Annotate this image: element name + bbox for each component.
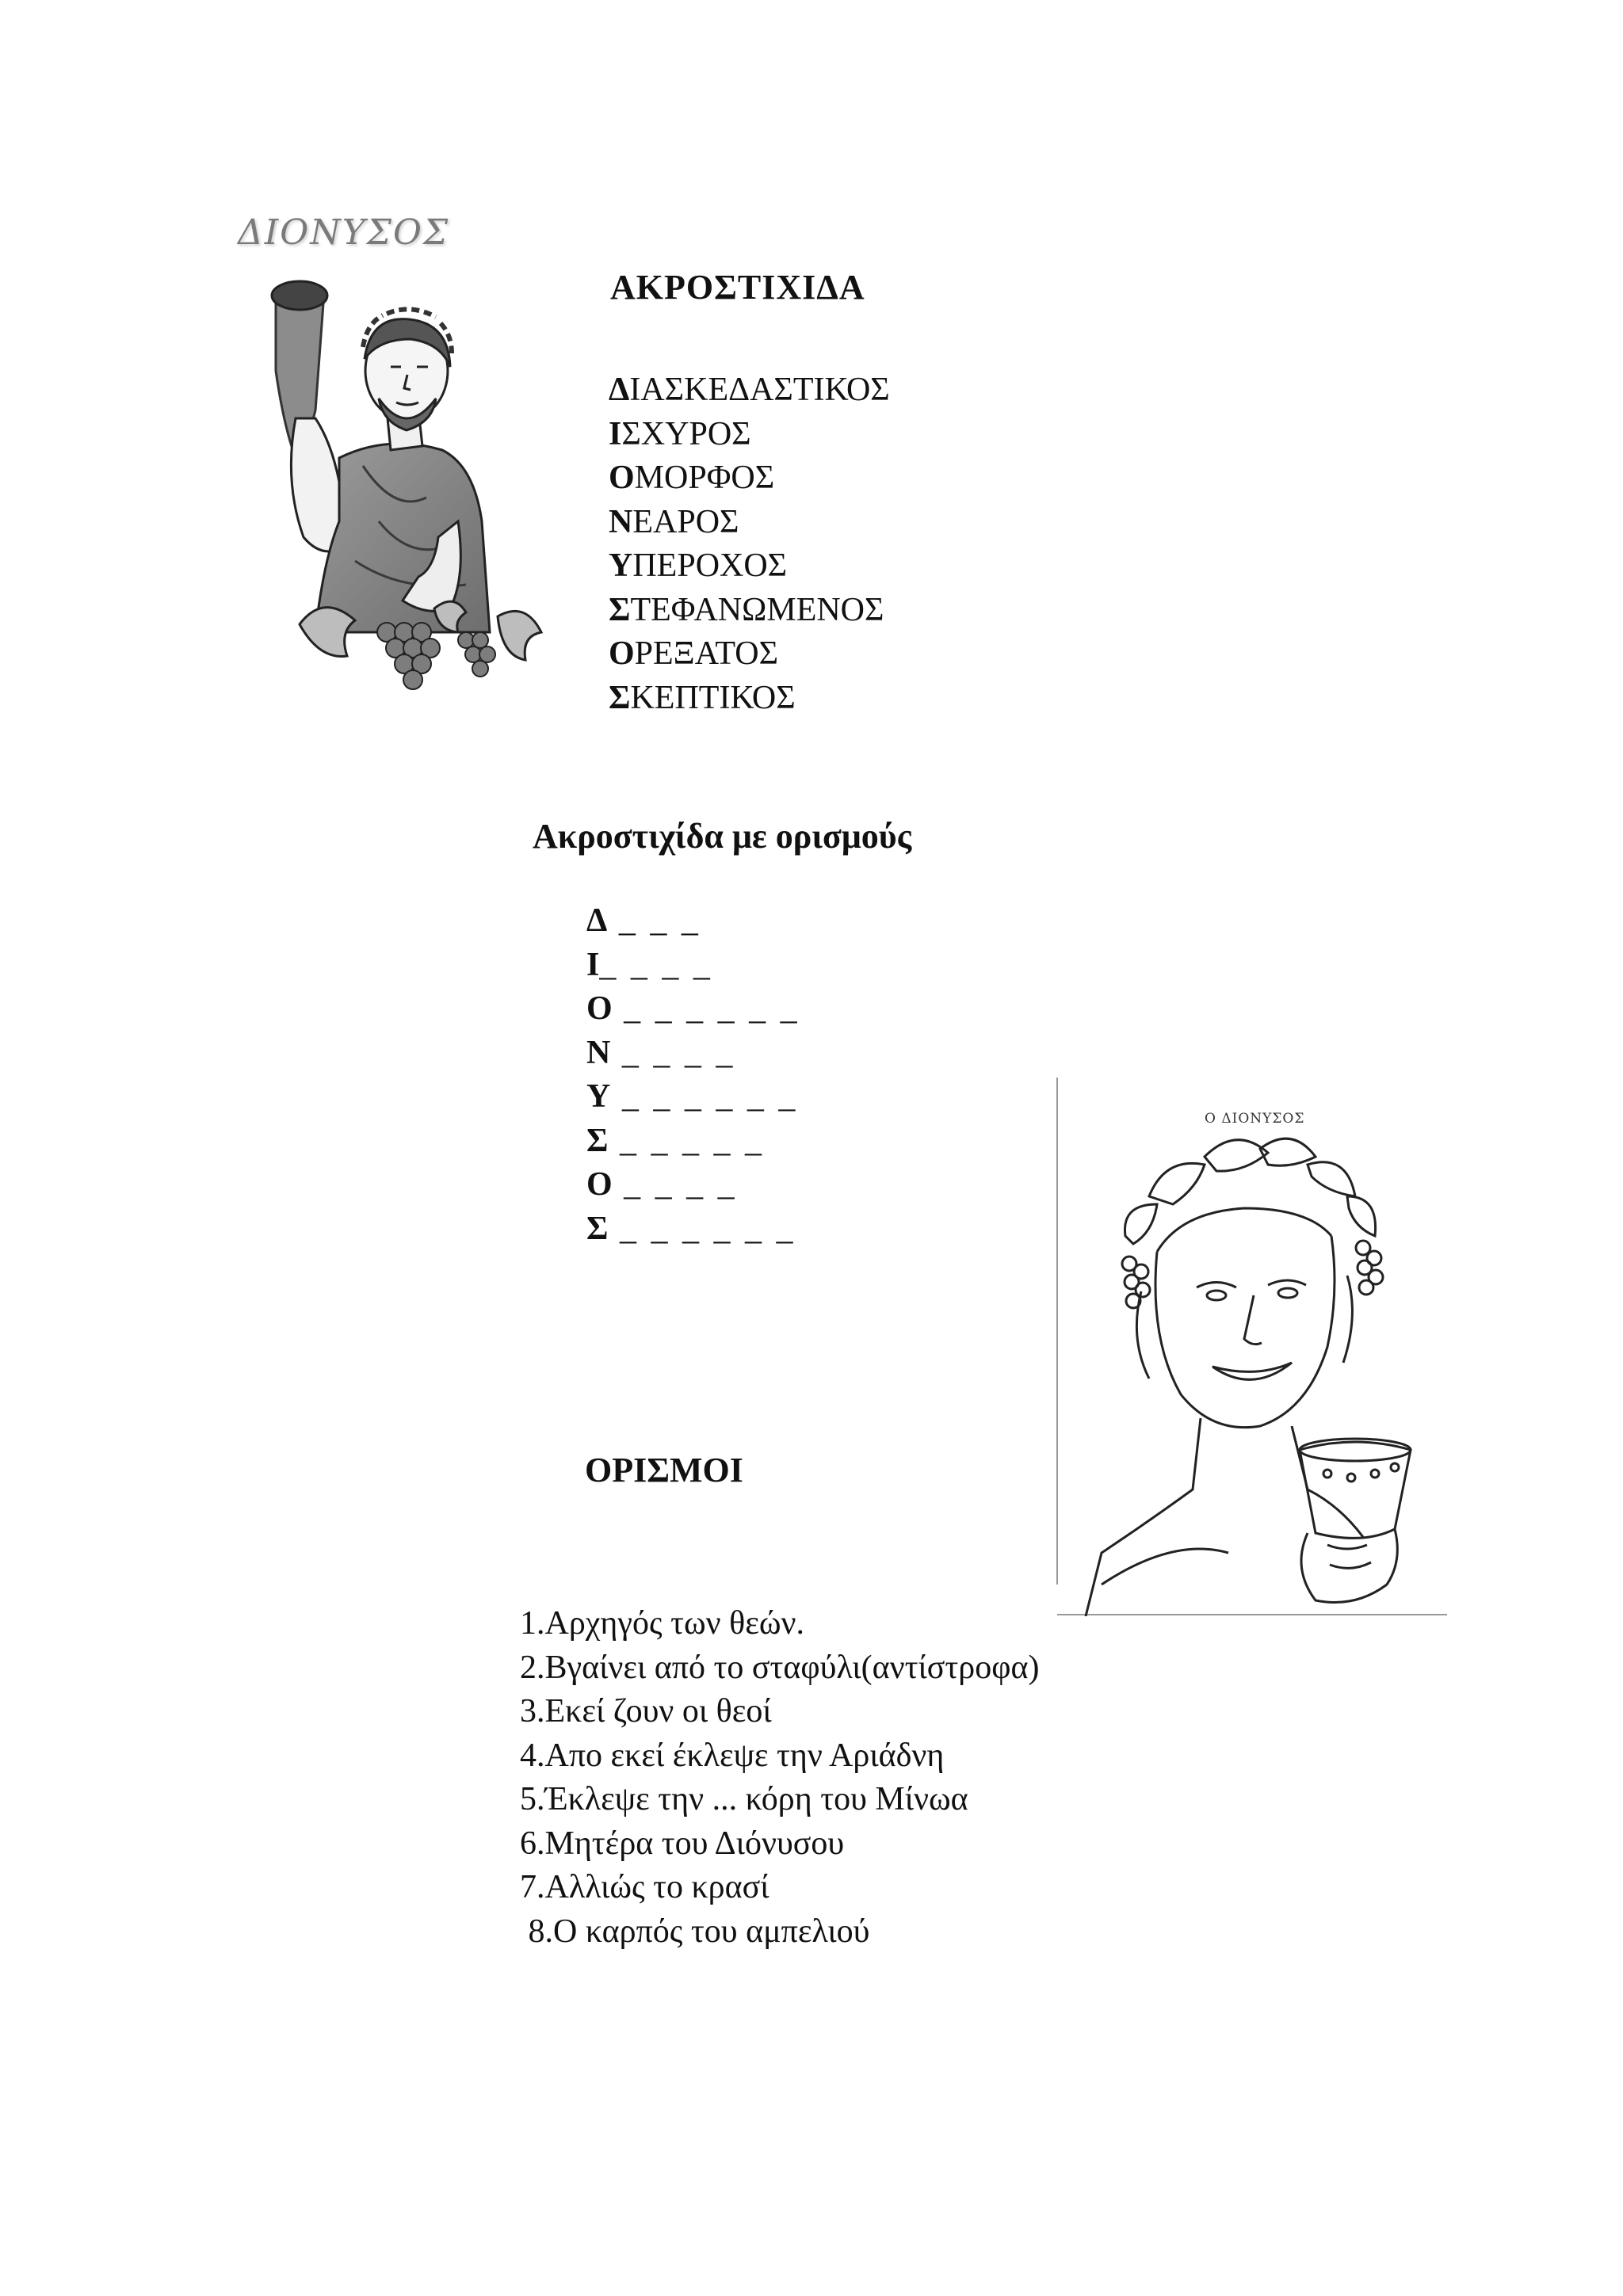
acrostic-word-rest: ΕΑΡΟΣ [632, 503, 739, 540]
puzzle-row [586, 899, 800, 944]
puzzle-letter: Σ [586, 1210, 609, 1247]
definition-item: 3.Εκεί ζουν οι θεοί [520, 1693, 772, 1730]
puzzle-row [586, 1032, 800, 1076]
puzzle-blanks: _ _ _ [607, 902, 701, 939]
acrostic-word-rest: ΠΕΡΟΧΟΣ [632, 547, 788, 584]
acrostic-initial: Ι [609, 415, 622, 452]
illustration-title-o-dionysos: Ο ΔΙΟΝΥΣΟΣ [1205, 1111, 1305, 1127]
acrostic-list [609, 368, 890, 720]
acrostic-row [609, 368, 890, 413]
puzzle-letter: Σ [586, 1122, 609, 1159]
puzzle-blanks: _ _ _ _ [612, 1166, 738, 1203]
acrostic-word-rest: ΙΑΣΚΕΔΑΣΤΙΚΟΣ [629, 372, 890, 408]
puzzle-row [586, 1075, 800, 1119]
definition-item: 6.Μητέρα του Διόνυσου [520, 1825, 845, 1862]
acrostic-row [609, 544, 890, 589]
definition-item: 5.Έκλεψε την ... κόρη του Μίνωα [520, 1781, 968, 1817]
puzzle-letter: Ν [586, 1034, 611, 1071]
puzzle-list [586, 899, 800, 1251]
puzzle-letter: Ι [586, 946, 600, 983]
definitions-list [520, 1602, 1039, 1954]
acrostic-initial: Ο [609, 635, 635, 672]
acrostic-row [609, 589, 890, 633]
definition-item: 2.Βγαίνει από το σταφύλι(αντίστροφα) [520, 1649, 1040, 1686]
dionysus-illustration-right [1054, 1077, 1450, 1616]
illustration-title-dionysos: ΔΙΟΝΥΣΟΣ [238, 212, 450, 253]
puzzle-row [586, 1207, 800, 1252]
dionysus-illustration-top [228, 212, 561, 704]
acrostic-row [609, 677, 890, 721]
puzzle-row [586, 1119, 800, 1164]
acrostic-initial: Υ [609, 547, 633, 584]
acrostic-row [609, 456, 890, 501]
puzzle-letter: Ο [586, 990, 613, 1027]
puzzle-letter: Ο [586, 1166, 613, 1203]
dionysus-line-drawing [1054, 1077, 1450, 1616]
acrostic-row [609, 413, 890, 457]
acrostic-initial: Σ [609, 591, 631, 628]
acrostic-row [609, 632, 890, 677]
acrostic-initial: Ο [609, 460, 635, 496]
puzzle-blanks: _ _ _ _ [610, 1034, 736, 1071]
puzzle-row [586, 1163, 800, 1207]
definition-item: 7.Αλλιώς το κρασί [520, 1869, 769, 1905]
acrostic-initial: Δ [609, 372, 630, 408]
acrostic-word-rest: ΣΧΥΡΟΣ [621, 415, 751, 452]
definition-item: 4.Απο εκεί έκλεψε την Αριάδνη [520, 1737, 945, 1774]
acrostic-word-rest: ΤΕΦΑΝΩΜΕΝΟΣ [630, 591, 884, 628]
puzzle-blanks: _ _ _ _ _ _ [612, 990, 800, 1027]
puzzle-row [586, 944, 800, 988]
definition-item: 1.Αρχηγός των θεών. [520, 1605, 804, 1642]
definition-item: 8.Ο καρπός του αμπελιού [520, 1913, 870, 1950]
puzzle-blanks: _ _ _ _ [599, 946, 713, 983]
acrostic-word-rest: ΡΕΞΑΤΟΣ [634, 635, 779, 672]
acrostic-word-rest: ΚΕΠΤΙΚΟΣ [630, 679, 796, 716]
puzzle-letter: Δ [586, 902, 608, 939]
acrostic-initial: Ν [609, 503, 633, 540]
definitions-heading: ΟΡΙΣΜΟΙ [585, 1451, 743, 1489]
dionysus-drawing [228, 260, 561, 704]
acrostic-word-rest: ΜΟΡΦΟΣ [634, 460, 775, 496]
acrostic-initial: Σ [609, 679, 631, 716]
puzzle-row [586, 987, 800, 1032]
puzzle-blanks: _ _ _ _ _ [608, 1122, 765, 1159]
puzzle-blanks: _ _ _ _ _ _ [608, 1210, 796, 1247]
puzzle-letter: Υ [586, 1078, 611, 1115]
puzzle-blanks: _ _ _ _ _ _ [610, 1078, 799, 1115]
puzzle-heading: Ακροστιχίδα με ορισμούς [533, 817, 912, 856]
acrostic-heading: ΑΚΡΟΣΤΙΧΙΔΑ [610, 268, 865, 307]
acrostic-row [609, 501, 890, 545]
